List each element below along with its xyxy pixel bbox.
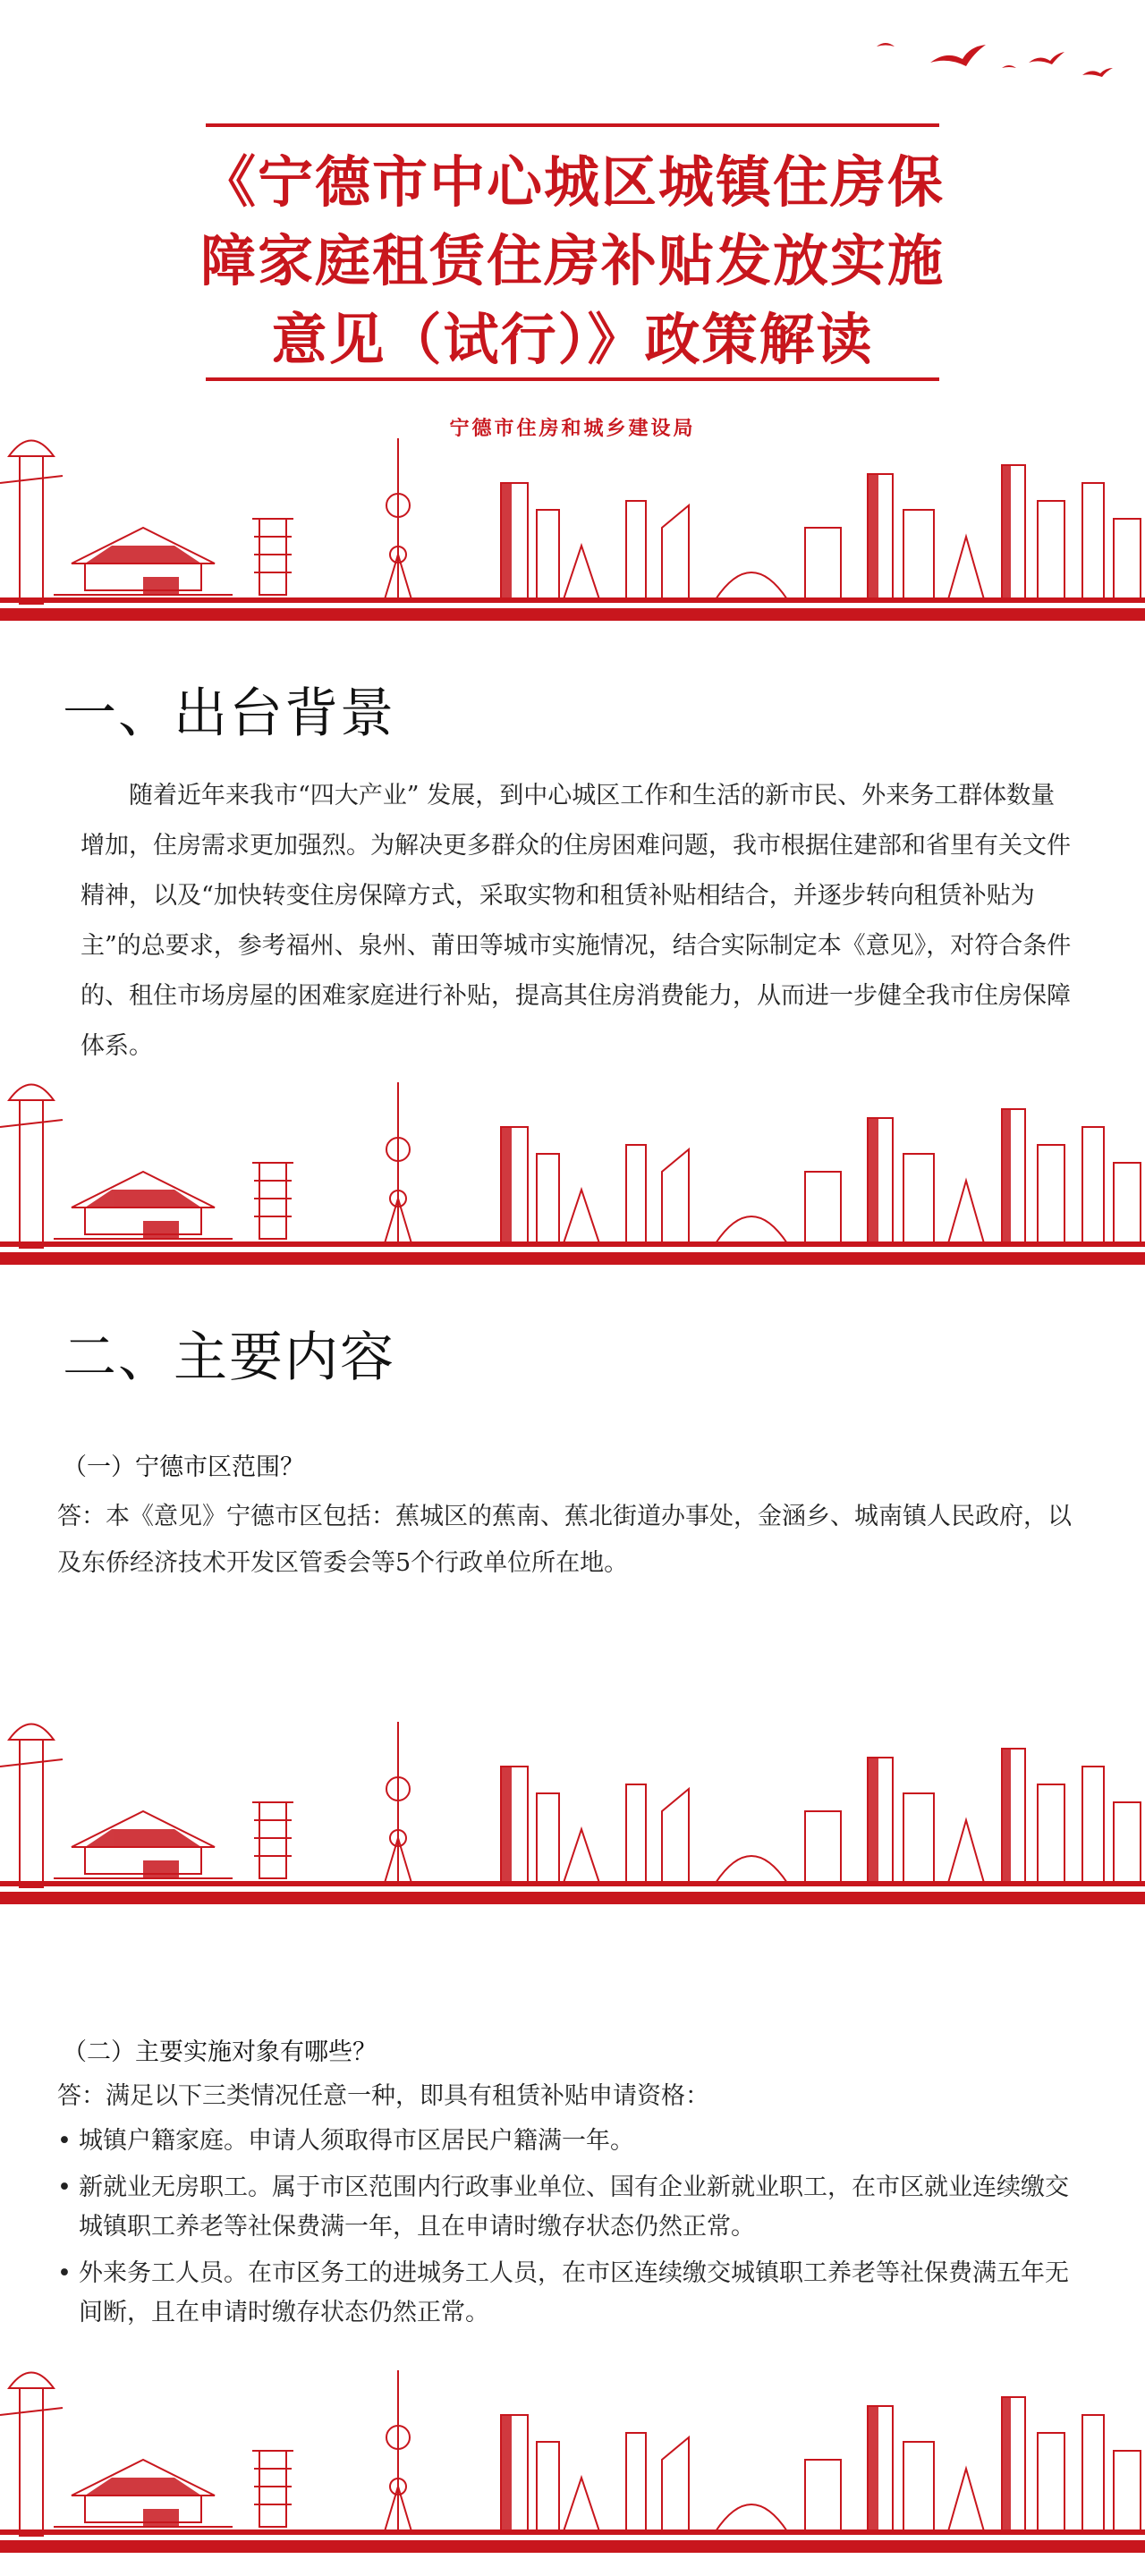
question-2: （二）主要实施对象有哪些？ xyxy=(63,2038,377,2066)
skyline-banner-2 xyxy=(0,1064,1145,1288)
title-top-rule xyxy=(206,123,939,127)
title-line-3: 意见（试行）》政策解读 xyxy=(271,307,874,372)
bullet-mark: • xyxy=(57,2259,72,2287)
skyline-banner-4 xyxy=(0,2352,1145,2576)
question-1: （一）宁德市区范围？ xyxy=(63,1453,304,1481)
skyline-banner-3 xyxy=(0,1704,1145,1928)
answer-2-intro: 答：满足以下三类情况任意一种，即具有租赁补贴申请资格： xyxy=(57,2082,709,2110)
birds-decoration xyxy=(859,27,1127,98)
skyline-banner-1 xyxy=(0,420,1145,644)
section1-paragraph: 随着近年来我市“四大产业” 发展，到中心城区工作和生活的新市民、外来务工群体数量增加，住房需求更加强烈。为解决更多群众的住房困难问题，我市根据住建部和省里有关文件精神，以及“加快转变住房保障方式，采取实物和租赁补贴相结合，并逐步转向租赁补贴为主”的总要求，参考福州、泉州、莆田等城市实施情况，结合实际制定本《意见》，对符合条件的、租住市场房屋的困难家庭进行补贴，提高其住房消费能力，从而进一步健全我市住房保障体系。 xyxy=(81,782,1072,1060)
list-item: • 新就业无房职工。属于市区范围内行政事业单位、国有企业新就业职工，在市区就业连续缴交城镇职工养老等社保费满一年，且在申请时缴存状态仍然正常。 xyxy=(57,2168,1086,2247)
section2-heading: 二、主要内容 xyxy=(63,1326,395,1389)
bullet-mark: • xyxy=(57,2174,72,2201)
bullet-mark: • xyxy=(57,2127,72,2155)
list-item: • 城镇户籍家庭。申请人须取得市区居民户籍满一年。 xyxy=(57,2122,1086,2161)
eligibility-list xyxy=(57,2122,1086,2340)
author-label: 宁德市住房和城乡建设局 xyxy=(449,417,696,440)
section1-heading: 一、出台背景 xyxy=(63,682,395,745)
answer-1: 答：本《意见》宁德市区包括：蕉城区的蕉南、蕉北街道办事处，金涵乡、城南镇人民政府，以及东侨经济技术开发区管委会等5个行政单位所在地。 xyxy=(57,1503,1072,1577)
title-line-1: 《宁德市中心城区城镇住房保 xyxy=(199,149,945,215)
page-title xyxy=(134,143,1011,379)
list-item: • 外来务工人员。在市区务工的进城务工人员，在市区连续缴交城镇职工养老等社保费满五年无间断，且在申请时缴存状态仍然正常。 xyxy=(57,2254,1086,2333)
title-line-2: 障家庭租赁住房补贴发放实施 xyxy=(199,228,945,293)
title-bottom-rule xyxy=(206,377,939,381)
